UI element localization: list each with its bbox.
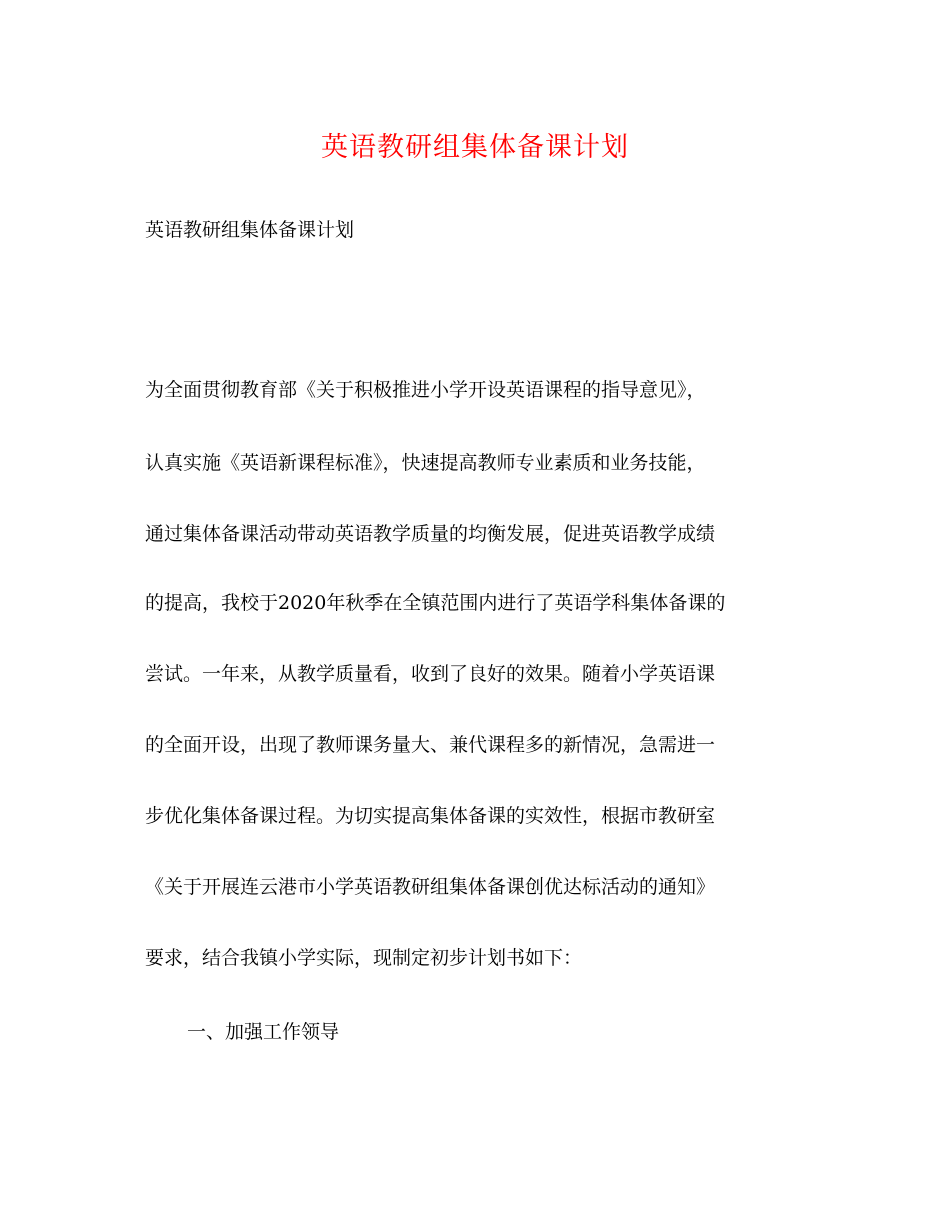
document-title: 英语教研组集体备课计划 — [321, 132, 629, 163]
document-subtitle: 英语教研组集体备课计划 — [145, 219, 355, 241]
paragraph-line: 《关于开展连云港市小学英语教研组集体备课创优达标活动的通知》 — [145, 876, 716, 898]
paragraph-line: 认真实施《英语新课程标准》，快速提高教师专业素质和业务技能， — [145, 452, 706, 474]
paragraph-line: 通过集体备课活动带动英语教学质量的均衡发展，促进英语教学成绩 — [145, 523, 716, 545]
paragraph-line: 要求，结合我镇小学实际，现制定初步计划书如下： — [145, 947, 583, 969]
paragraph-line: 的全面开设，出现了教师课务量大、兼代课程多的新情况，急需进一 — [145, 734, 716, 756]
paragraph-line: 尝试。一年来，从教学质量看，收到了良好的效果。随着小学英语课 — [145, 663, 716, 685]
paragraph-line: 步优化集体备课过程。为切实提高集体备课的实效性，根据市教研室 — [145, 805, 716, 827]
paragraph-line: 的提高，我校于2020年秋季在全镇范围内进行了英语学科集体备课的 — [145, 592, 726, 614]
section-heading: 一、加强工作领导 — [187, 1021, 340, 1043]
paragraph-line: 为全面贯彻教育部《关于积极推进小学开设英语课程的指导意见》， — [145, 379, 706, 401]
